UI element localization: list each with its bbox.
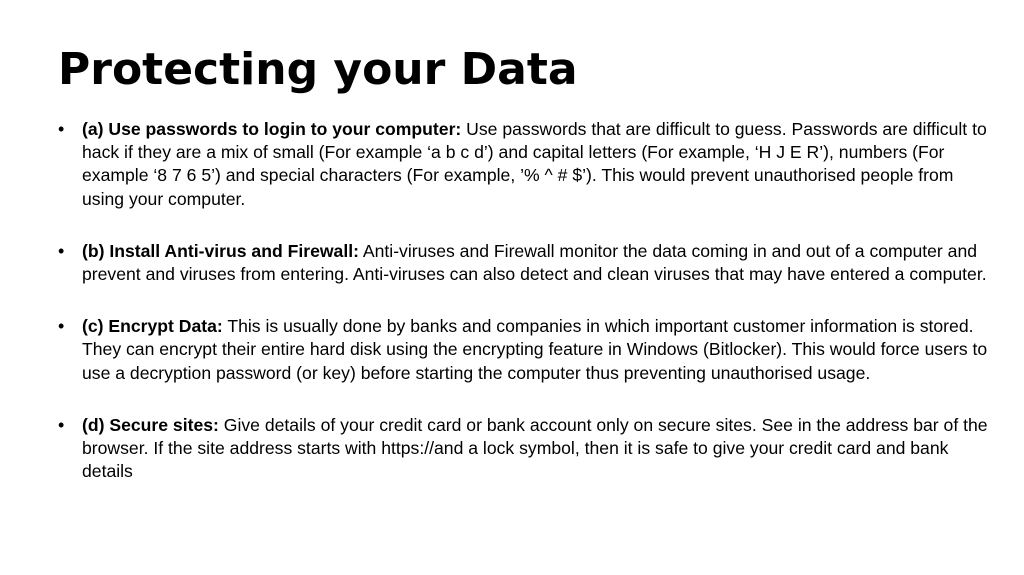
bullet-heading: (b) Install Anti-virus and Firewall: (82, 240, 359, 261)
bullet-body: Give details of your credit card or bank account only on secure sites. See in the address bar of the browser. If the site address starts with https://and a lock symbol, then it is safe to give your credit card and bank details (82, 414, 988, 482)
bullet-dot-icon: • (58, 240, 65, 261)
bullet-heading: (d) Secure sites: (82, 414, 219, 435)
bullet-dot-icon: • (58, 316, 65, 337)
bullet-dot-icon: • (58, 414, 65, 435)
bullet-heading: (a) Use passwords to login to your computer: (82, 119, 462, 139)
bullet-list (58, 118, 988, 512)
bullet-body: This is usually done by banks and companies in which important customer information is stored. They can encrypt their entire hard disk using the encrypting feature in Windows (Bitlocker). This would force users to use a decryption password (or key) before starting the computer thus preventing unauthorised usage. (82, 316, 988, 383)
bullet-heading: (c) Encrypt Data: (82, 316, 223, 337)
bullet-item-encrypt (58, 315, 988, 385)
bullet-body: Use passwords that are difficult to guess. Passwords are difficult to hack if they are a mix of small (For example ‘a b c d’) and capital letters (For example, ‘H J E R’), numbers (For example ‘8 7 6 5’) and special characters (For example, ’% ^ # $’). This would prevent unauthorised people from using your computer. (82, 119, 987, 209)
bullet-dot-icon: • (58, 119, 65, 139)
bullet-item-passwords (58, 118, 988, 211)
bullet-body: Anti-viruses and Firewall monitor the data coming in and out of a computer and prevent and viruses from entering. Anti-viruses can also detect and clean viruses that may have entered a computer. (82, 240, 987, 285)
slide-title: Protecting your Data (58, 44, 578, 95)
bullet-item-secure-sites (58, 414, 988, 484)
bullet-item-antivirus (58, 240, 988, 286)
